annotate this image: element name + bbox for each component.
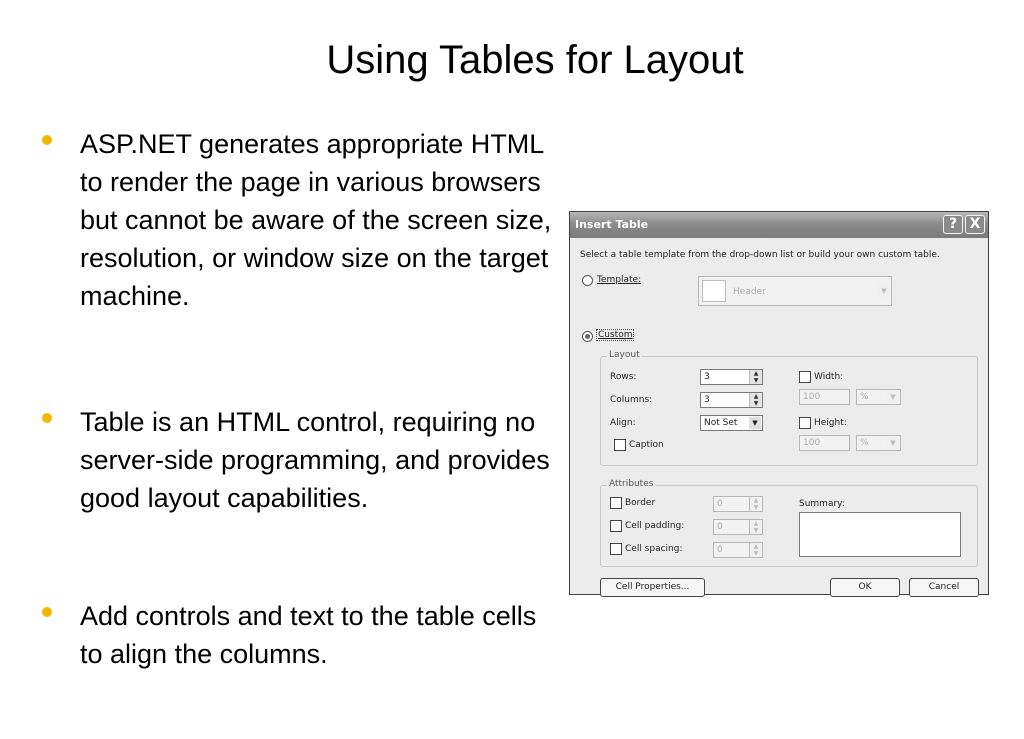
summary-label: Summary: [799,499,845,509]
summary-textarea[interactable] [799,512,961,557]
caption-label: Caption [629,440,664,450]
columns-spinner[interactable]: ▲ ▼ [749,393,762,407]
insert-table-dialog-screenshot [569,211,989,595]
cancel-button[interactable]: Cancel [909,578,979,597]
dialog-body [570,238,988,594]
height-checkbox[interactable] [799,417,811,429]
attributes-legend: Attributes [609,479,654,489]
rows-spinner[interactable]: ▲ ▼ [749,370,762,384]
height-input[interactable] [799,435,850,451]
cell-spacing-spinner[interactable]: ▲ ▼ [749,543,762,557]
bullet-dot-icon [42,135,52,145]
custom-label: Custom [598,330,633,340]
width-label: Width: [814,372,844,382]
cell-properties-button[interactable]: Cell Properties... [600,578,705,597]
width-input[interactable] [799,389,850,405]
bullet-text: Table is an HTML control, requiring no server-side programming, and provides good layout capabilities. [80,407,550,513]
cell-spacing-input[interactable] [713,542,763,558]
help-icon[interactable]: ? [943,215,963,234]
height-unit: % [860,438,869,448]
chevron-down-icon: ▼ [887,391,899,403]
template-label: Template: [597,275,642,285]
template-value: Header [733,287,766,297]
cell-padding-spinner[interactable]: ▲ ▼ [749,520,762,534]
cell-padding-label: Cell padding: [625,521,685,531]
border-checkbox[interactable] [610,497,622,509]
chevron-down-icon: ▼ [878,285,890,297]
layout-legend: Layout [609,350,640,360]
dialog-instruction: Select a table template from the drop-down list or build your own custom table. [580,250,940,260]
template-dropdown[interactable] [698,276,892,306]
height-value: 100 [803,438,821,448]
height-label: Height: [814,418,847,428]
cell-spacing-value: 0 [717,545,723,555]
columns-input[interactable] [700,392,763,408]
cell-padding-checkbox[interactable] [610,520,622,532]
bullet-dot-icon [42,413,52,423]
align-label: Align: [610,418,636,428]
width-value: 100 [803,392,821,402]
cell-padding-input[interactable] [713,519,763,535]
bullet-dot-icon [42,607,52,617]
border-label: Border [625,498,656,508]
width-unit: % [860,392,869,402]
columns-value: 3 [704,395,710,405]
cell-padding-value: 0 [717,522,723,532]
width-checkbox[interactable] [799,371,811,383]
rows-input[interactable] [700,369,763,385]
columns-label: Columns: [610,395,653,405]
rows-label: Rows: [610,372,637,382]
slide-title: Using Tables for Layout [326,38,744,82]
rows-value: 3 [704,372,710,382]
dialog-titlebar [570,212,988,238]
ok-button[interactable]: OK [830,578,900,597]
cell-spacing-checkbox[interactable] [610,543,622,555]
height-unit-select[interactable] [856,435,901,451]
chevron-down-icon: ▼ [887,437,899,449]
border-spinner[interactable]: ▲ ▼ [749,497,762,511]
border-value: 0 [717,499,723,509]
bullet-text: ASP.NET generates appropriate HTML to render the page in various browsers but cannot be aware of the screen size, resolution, or window size on the target machine. [80,129,552,311]
chevron-down-icon: ▼ [749,417,761,429]
align-select[interactable] [700,415,763,431]
align-value: Not Set [704,418,738,428]
width-unit-select[interactable] [856,389,901,405]
custom-radio[interactable] [582,331,593,342]
dialog-title: Insert Table [575,218,649,231]
caption-checkbox[interactable] [614,439,626,451]
cell-spacing-label: Cell spacing: [625,544,683,554]
template-radio[interactable] [582,275,593,286]
border-input[interactable] [713,496,763,512]
close-icon[interactable]: X [965,215,985,234]
template-preview-icon [702,280,726,302]
bullet-text: Add controls and text to the table cells to align the columns. [80,601,537,669]
